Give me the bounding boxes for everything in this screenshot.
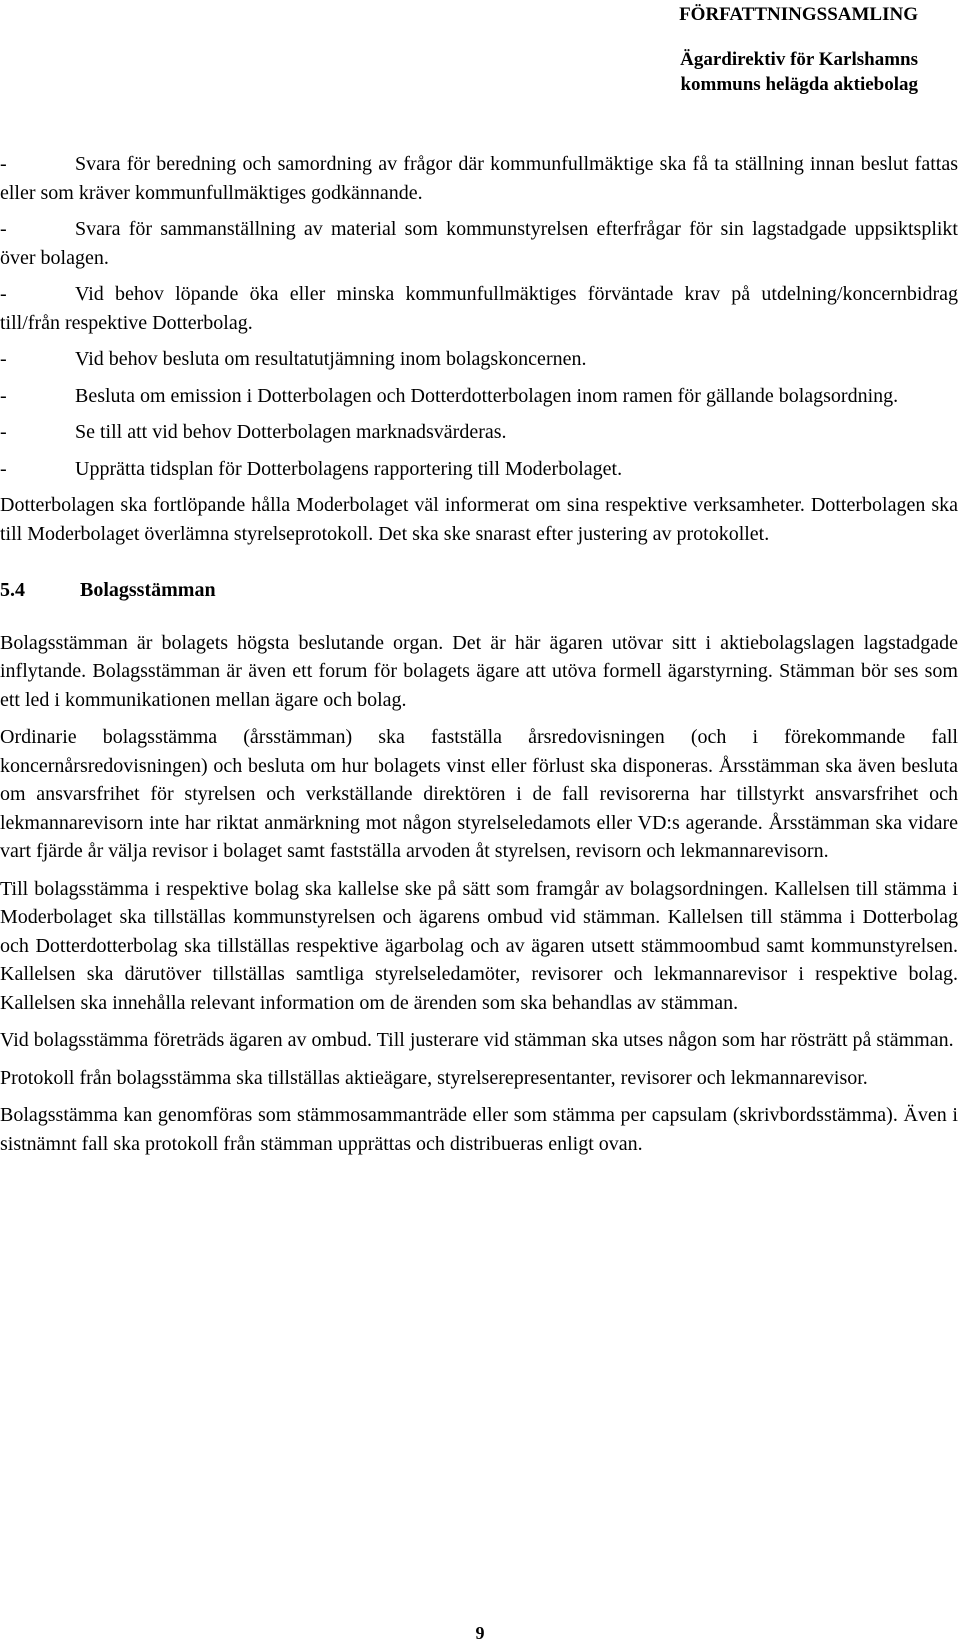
list-dash: - — [0, 218, 7, 240]
document-subtitle-line2: kommuns helägda aktiebolag — [680, 74, 918, 95]
body-paragraph: Till bolagsstämma i respektive bolag ska kallelse ske på sätt som framgår av bolagsordningen. Kallelsen till stämma i Moderbolaget ska tillställas kommunstyrelsen och ägarens ombud vid stämman. Kallelsen till stämma i Dotterbolag och Dotterdotterbolag ska tillställas respektive ägarbolag och av ägaren utsett stämmoombud samt kommunstyrelsen. Kallelsen ska därutöver tillställas samtliga styrelseledamöter, revisorer och lekmannarevisor i respektive bolag. Kallelsen ska innehålla relevant information om de ärenden som ska behandlas av stämman. — [0, 877, 958, 1014]
body-paragraph: Bolagsstämman är bolagets högsta beslutande organ. Det är här ägaren utövar sitt i aktiebolagslagen lagstadgade inflytande. Bolagsstämman är även ett forum för bolagets ägare att utöva formell ägarstyrning. Stämman bör ses som ett led i kommunikationen mellan ägare och bolag. — [0, 631, 958, 711]
list-item-text: Vid behov löpande öka eller minska kommunfullmäktiges förväntade krav på utdelning/koncernbidrag till/från respektive Dotterbolag. — [0, 283, 958, 334]
list-dash: - — [0, 348, 7, 370]
body-paragraph: Ordinarie bolagsstämma (årsstämman) ska fastställa årsredovisningen (och i förekommande fall koncernårsredovisningen) och besluta om hur bolagets vinst eller förlust ska disponeras. Årsstämman ska även besluta om ansvarsfrihet för styrelsen och verkställande direktören i de fall revisorerna har tillstyrkt ansvarsfrihet och lekmannarevisorn inte har riktat anmärkning mot någon styrelseledamots eller VD:s agerande. Årsstämman ska vidare vart fjärde år välja revisor i bolaget samt fastställa arvoden åt styrelsen, revisorn och lekmannarevisorn. — [0, 726, 958, 862]
list-dash: - — [0, 457, 7, 480]
list-dash: - — [0, 153, 7, 175]
list-item — [0, 215, 960, 272]
list-item — [0, 382, 960, 411]
list-item-text: Svara för beredning och samordning av frågor där kommunfullmäktige ska få ta ställning innan beslut fattas eller som kräver kommunfullmäktiges godkännande. — [0, 153, 958, 204]
list-item-text: Besluta om emission i Dotterbolagen och Dotterdotterbolagen inom ramen för gällande bolagsordning. — [75, 384, 899, 407]
section-heading — [0, 576, 960, 605]
list-item-text: Upprätta tidsplan för Dotterbolagens rapportering till Moderbolaget. — [75, 457, 623, 480]
document-header — [679, 2, 918, 97]
list-dash: - — [0, 283, 7, 305]
section-number: 5.4 — [0, 579, 25, 601]
collection-title: FÖRFATTNINGSSAMLING — [679, 4, 918, 25]
page-number: 9 — [475, 1623, 485, 1643]
document-body — [0, 150, 960, 1167]
body-paragraph: Vid bolagsstämma företräds ägaren av ombud. Till justerare vid stämman ska utses någon som har rösträtt på stämman. — [0, 1029, 954, 1051]
list-item-text: Se till att vid behov Dotterbolagen marknadsvärderas. — [75, 421, 507, 443]
document-subtitle-line1: Ägardirektiv för Karlshamns — [680, 49, 918, 70]
list-item — [0, 280, 960, 337]
list-item — [0, 418, 960, 447]
intro-paragraph: Dotterbolagen ska fortlöpande hålla Moderbolaget väl informerat om sina respektive verksamheter. Dotterbolagen ska till Moderbolaget överlämna styrelseprotokoll. Det ska ske snarast efter justering av protokollet. — [0, 494, 958, 545]
list-item — [0, 345, 960, 374]
list-dash: - — [0, 384, 7, 407]
list-item — [0, 150, 960, 207]
list-item-text: Svara för sammanställning av material som kommunstyrelsen efterfrågar för sin lagstadgade uppsiktsplikt över bolagen. — [0, 218, 958, 269]
section-title: Bolagsstämman — [80, 579, 216, 601]
list-item — [0, 455, 960, 484]
list-item-text: Vid behov besluta om resultatutjämning inom bolagskoncernen. — [75, 348, 587, 370]
body-paragraph: Protokoll från bolagsstämma ska tillställas aktieägare, styrelserepresentanter, revisorer och lekmannarevisor. — [0, 1066, 868, 1089]
list-dash: - — [0, 421, 7, 443]
body-paragraph: Bolagsstämma kan genomföras som stämmosammanträde eller som stämma per capsulam (skrivbordsstämma). Även i sistnämnt fall ska protokoll från stämman upprättas och distribueras enligt ovan. — [0, 1104, 958, 1155]
